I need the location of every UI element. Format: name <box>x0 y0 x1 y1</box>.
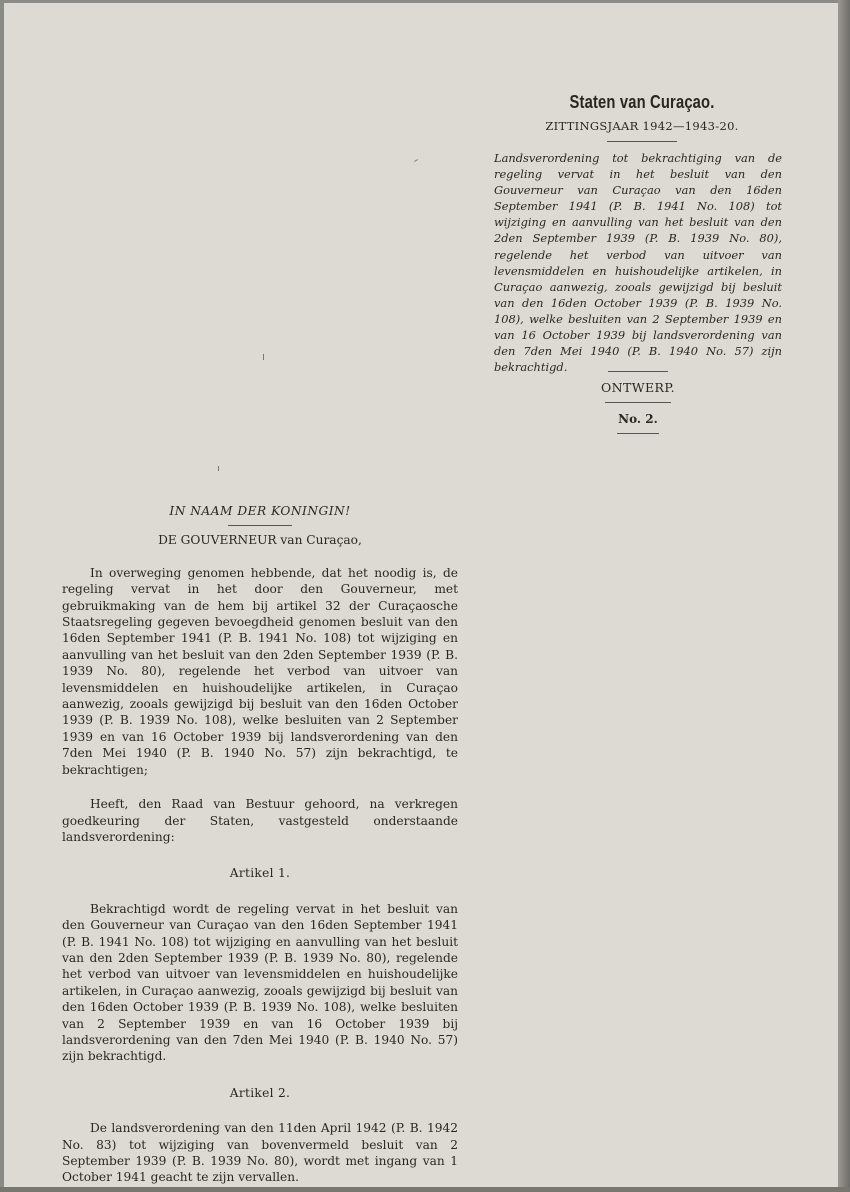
divider <box>607 141 677 142</box>
invocation: IN NAAM DER KONINGIN! <box>169 504 351 518</box>
session-year: ZITTINGSJAAR 1942—1943-20. <box>545 119 739 133</box>
draft-block <box>570 371 706 434</box>
paper-speck <box>218 466 219 471</box>
article-2-text: De landsverordening van den 11den April 1942 (P. B. 1942 No. 83) tot wijziging van bovenvermeld besluit van 2 September 1939 (P. B. 1939 No. 80), wordt met ingang van 1 October 1941 geacht te zijn vervallen. <box>62 1121 458 1185</box>
enactment-paragraph: Heeft, den Raad van Bestuur gehoord, na verkregen goedkeuring der Staten, vastgesteld onderstaande landsverordening: <box>62 797 458 844</box>
paper-speck <box>263 354 264 360</box>
draft-number: No. 2. <box>618 412 658 426</box>
page-edge-shadow <box>838 0 850 1192</box>
governor-line: DE GOUVERNEUR van Curaçao, <box>158 533 362 548</box>
document-header <box>494 92 790 144</box>
draft-label: ONTWERP. <box>601 380 675 395</box>
divider <box>617 433 659 434</box>
preamble-paragraph: In overweging genomen hebbende, dat het noodig is, de regeling vervat in het door den Gouverneur, met gebruikmaking van de hem bij artikel 32 der Curaçaosche Staatsregeling gegeven bevoegdheid genomen besluit van den 16den September 1941 (P. B. 1941 No. 108) tot wijziging en aanvulling van het besluit van den 2den September 1939 (P. B. 1939 No. 80), regelende het verbod van uitvoer van levensmiddelen en huishoudelijke artikelen, in Curaçao aanwezig, zooals gewijzigd bij besluit van den 16den October 1939 (P. B. 1939 No. 108), welke besluiten van 2 September 1939 en van 16 October 1939 bij landsverordening van den 7den Mei 1940 (P. B. 1940 No. 57) zijn bekrachtigd, te bekrachtigen; <box>62 565 458 777</box>
article-1-text: Bekrachtigd wordt de regeling vervat in het besluit van den Gouverneur van Curaçao van den 16den September 1941 (P. B. 1941 No. 108) tot wijziging en aanvulling van het besluit van den 2den September 1939 (P. B. 1939 No. 80), regelende het verbod van uitvoer van levensmiddelen en huishoudelijke artikelen, in Curaçao aanwezig, zooals gewijzigd bij besluit van den 16den October 1939 (P. B. 1939 No. 108), welke besluiten van 2 September 1939 en van 16 October 1939 bij landsverordening van den 7den Mei 1940 (P. B. 1940 No. 57) zijn bekrachtigd. <box>62 901 458 1064</box>
divider <box>228 525 292 526</box>
article-1-heading: Artikel 1. <box>229 866 291 881</box>
bill-summary: Landsverordening tot bekrachtiging van de regeling vervat in het besluit van den Gouverneur van Curaçao van den 16den September 1941 (P. B. 1941 No. 108) tot wijziging en aanvulling van het besluit van den 2den September 1939 (P. B. 1939 No. 80), regelende het verbod van uitvoer van levensmiddelen en huishoudelijke artikelen, in Curaçao aanwezig, zooals gewijzigd bij besluit van den 16den October 1939 (P. B. 1939 No. 108), welke besluiten van 2 September 1939 en van 16 October 1939 bij landsverordening van den 7den Mei 1940 (P. B. 1940 No. 57) zijn bekrachtigd. <box>494 151 782 375</box>
article-2-heading: Artikel 2. <box>229 1085 291 1100</box>
document-title: Staten van Curaçao. <box>569 92 715 112</box>
divider <box>605 402 671 403</box>
decree-body <box>62 503 458 1186</box>
divider <box>608 371 668 372</box>
page-bottom-edge <box>0 1187 850 1192</box>
